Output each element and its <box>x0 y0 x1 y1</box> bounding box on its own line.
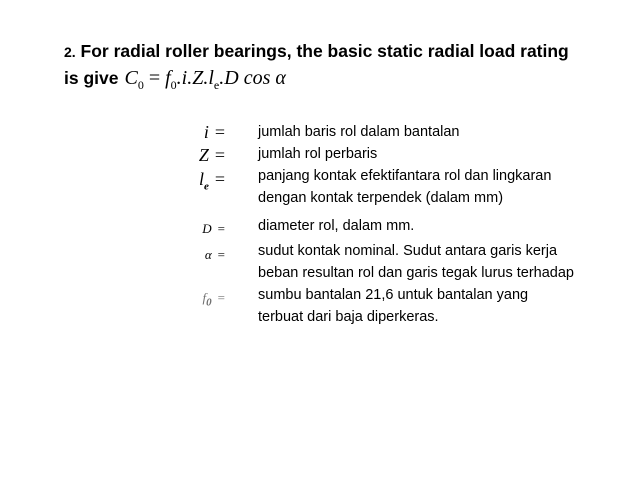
definition-d: diameter rol, dalam mm. <box>258 218 415 234</box>
symbol-z: Z = <box>198 145 225 165</box>
formula-equals: = <box>143 67 166 89</box>
heading-number: 2. <box>64 44 76 60</box>
definition-le: panjang kontak efektifantara rol dan lingkaran <box>258 168 552 184</box>
definition-z: jumlah rol perbaris <box>258 146 378 162</box>
symbol-le: $l_e$ = <box>198 169 225 193</box>
definition-alpha-cont: beban resultan rol dan garis tegak lurus terhadap <box>258 265 574 281</box>
definition-i: jumlah baris rol dalam bantalan <box>258 124 460 140</box>
formula-f: f <box>165 67 171 89</box>
formula-mid: .i.Z.l <box>176 67 214 89</box>
formula-c: C <box>124 67 138 89</box>
formula-l-sub: e <box>213 78 220 92</box>
formula-tail: .D cos α <box>219 67 286 89</box>
definition-f0: sumbu bantalan 21,6 untuk bantalan yang <box>258 287 529 303</box>
heading-text-2: is give <box>64 68 119 88</box>
formula-c-sub: 0 <box>137 78 144 92</box>
symbol-f0: $f_0$ = <box>202 290 225 309</box>
definition-f0-cont: terbuat dari baja diperkeras. <box>258 309 439 325</box>
definition-alpha: sudut kontak nominal. Sudut antara garis kerja <box>258 243 558 259</box>
heading-text-1: For radial roller bearings, the basic static radial load rating <box>75 41 569 61</box>
symbol-i: i = <box>203 122 225 142</box>
definition-le-cont: dengan kontak terpendek (dalam mm) <box>258 190 504 206</box>
formula-f-sub: 0 <box>170 78 177 92</box>
symbol-d: D = <box>202 221 225 236</box>
symbol-alpha: α = <box>204 247 225 262</box>
